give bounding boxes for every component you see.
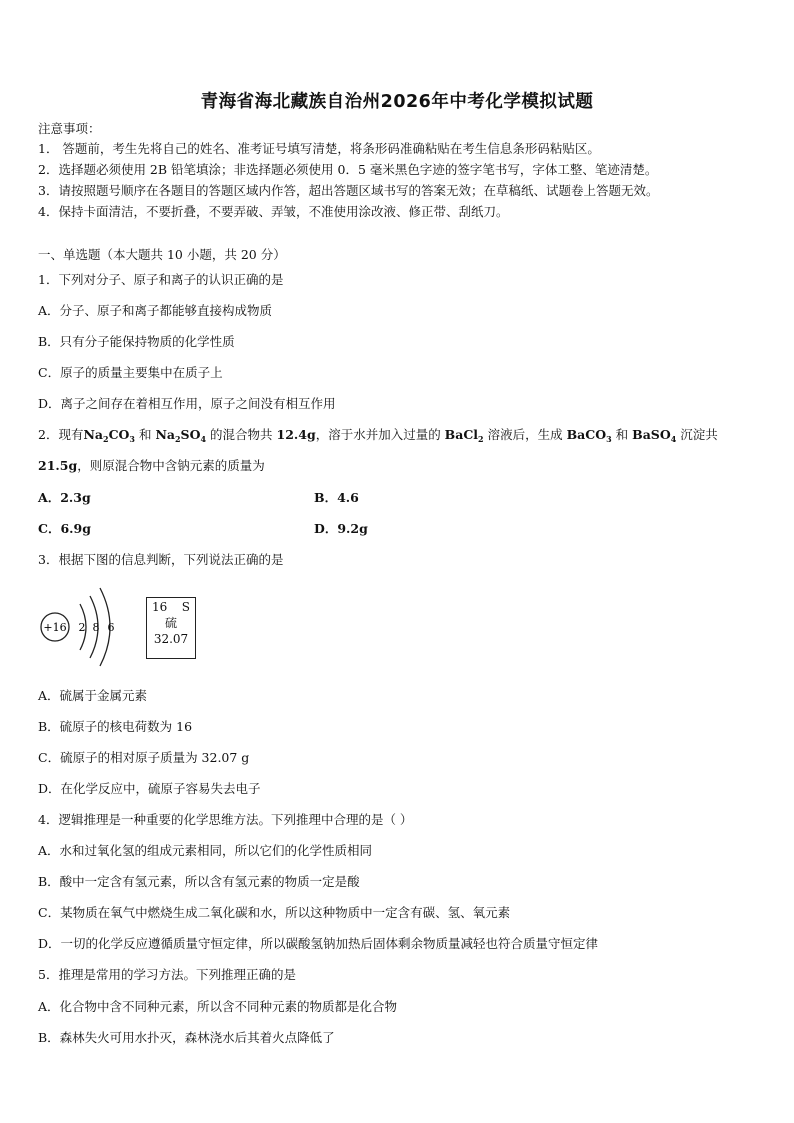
sulfur-atom-structure-diagram (36, 584, 136, 668)
atomic-number: 16 (152, 600, 168, 614)
periodic-table-cell-sulfur (146, 597, 196, 659)
atom-structure-svg (36, 584, 136, 668)
question-2-option-a: A．2.3g (38, 490, 91, 505)
question-2-option-b: B．4.6 (314, 490, 359, 505)
question-1-option-b: B．只有分子能保持物质的化学性质 (38, 334, 235, 349)
page-title: 青海省海北藏族自治州2026年中考化学模拟试题 (200, 92, 594, 112)
question-5-option-a: A．化合物中含不同种元素，所以含不同种元素的物质都是化合物 (38, 999, 398, 1014)
question-1-option-d: D．离子之间存在着相互作用，原子之间没有相互作用 (38, 396, 336, 411)
formula-na2co3: $Na_2CO_3$ (83, 427, 135, 444)
question-4-option-b: B．酸中一定含有氢元素，所以含有氢元素的物质一定是酸 (38, 874, 360, 889)
question-4-stem: 4．逻辑推理是一种重要的化学思维方法。下列推理中合理的是（ ） (38, 812, 413, 827)
nucleus-charge: +16 (43, 621, 67, 634)
question-2-stem-line-2: 21.5g，则原混合物中含钠元素的质量为 (38, 458, 265, 473)
shell-electrons-1: 2 (78, 621, 86, 634)
shell-electrons-3: 6 (107, 621, 115, 634)
element-symbol: S (181, 600, 190, 614)
notice-item-2: 2．选择题必须使用 2B 铅笔填涂；非选择题必须使用 0．5 毫米黑色字迹的签字笔书写，字体工整、笔迹清楚。 (38, 162, 658, 177)
question-3-option-b: B．硫原子的核电荷数为 16 (38, 719, 193, 734)
notice-item-1: 1． 答题前，考生先将自己的姓名、准考证号填写清楚，将条形码准确粘贴在考生信息条形码粘贴区。 (38, 141, 600, 156)
question-2-stem: 2．现有$Na_2CO_3$ 和 $Na_2SO_4$ 的混合物共 12.4g，溶于水并加入过量的 BaCl$_2$ 溶液后，生成 BaCO$_3$ 和 BaSO$_4$ 沉淀共 (38, 427, 718, 444)
question-3-stem: 3．根据下图的信息判断，下列说法正确的是 (38, 552, 284, 567)
question-3-option-a: A．硫属于金属元素 (38, 688, 148, 703)
question-5-option-b: B．森林失火可用水扑灭，森林浇水后其着火点降低了 (38, 1030, 335, 1045)
formula-na2so4: $Na_2SO_4$ (155, 427, 207, 444)
question-2-option-d: D．9.2g (314, 521, 368, 536)
question-4-option-c: C．某物质在氧气中燃烧生成二氧化碳和水，所以这种物质中一定含有碳、氢、氧元素 (38, 905, 511, 920)
formula-bacl2: BaCl$_2$ (444, 427, 484, 444)
mass-mixture: 12.4g (276, 427, 316, 442)
notice-heading: 注意事项： (38, 121, 101, 136)
shell-electrons-2: 8 (92, 621, 100, 634)
question-4-option-a: A．水和过氧化氢的组成元素相同，所以它们的化学性质相同 (38, 843, 373, 858)
question-3-option-c: C．硫原子的相对原子质量为 32.07 g (38, 750, 250, 765)
question-1-stem: 1．下列对分子、原子和离子的认识正确的是 (38, 272, 284, 287)
formula-baso4: BaSO$_4$ (632, 427, 677, 444)
question-2-option-c: C．6.9g (38, 521, 91, 536)
question-1-option-c: C．原子的质量主要集中在质子上 (38, 365, 223, 380)
formula-baco3: BaCO$_3$ (566, 427, 612, 444)
section-heading: 一、单选题（本大题共 10 小题，共 20 分） (38, 247, 286, 262)
question-5-stem: 5．推理是常用的学习方法。下列推理正确的是 (38, 967, 296, 982)
element-name: 硫 (164, 616, 177, 630)
mass-precipitate: 21.5g (38, 458, 78, 473)
question-4-option-d: D．一切的化学反应遵循质量守恒定律，所以碳酸氢钠加热后固体剩余物质量减轻也符合质量守恒定律 (38, 936, 599, 951)
question-1-option-a: A．分子、原子和离子都能够直接构成物质 (38, 303, 273, 318)
notice-item-3: 3．请按照题号顺序在各题目的答题区域内作答，超出答题区域书写的答案无效；在草稿纸、试题卷上答题无效。 (38, 183, 659, 198)
question-3-option-d: D．在化学反应中，硫原子容易失去电子 (38, 781, 261, 796)
atomic-mass: 32.07 (153, 632, 189, 646)
notice-item-4: 4．保持卡面清洁，不要折叠，不要弄破、弄皱，不准使用涂改液、修正带、刮纸刀。 (38, 204, 509, 219)
